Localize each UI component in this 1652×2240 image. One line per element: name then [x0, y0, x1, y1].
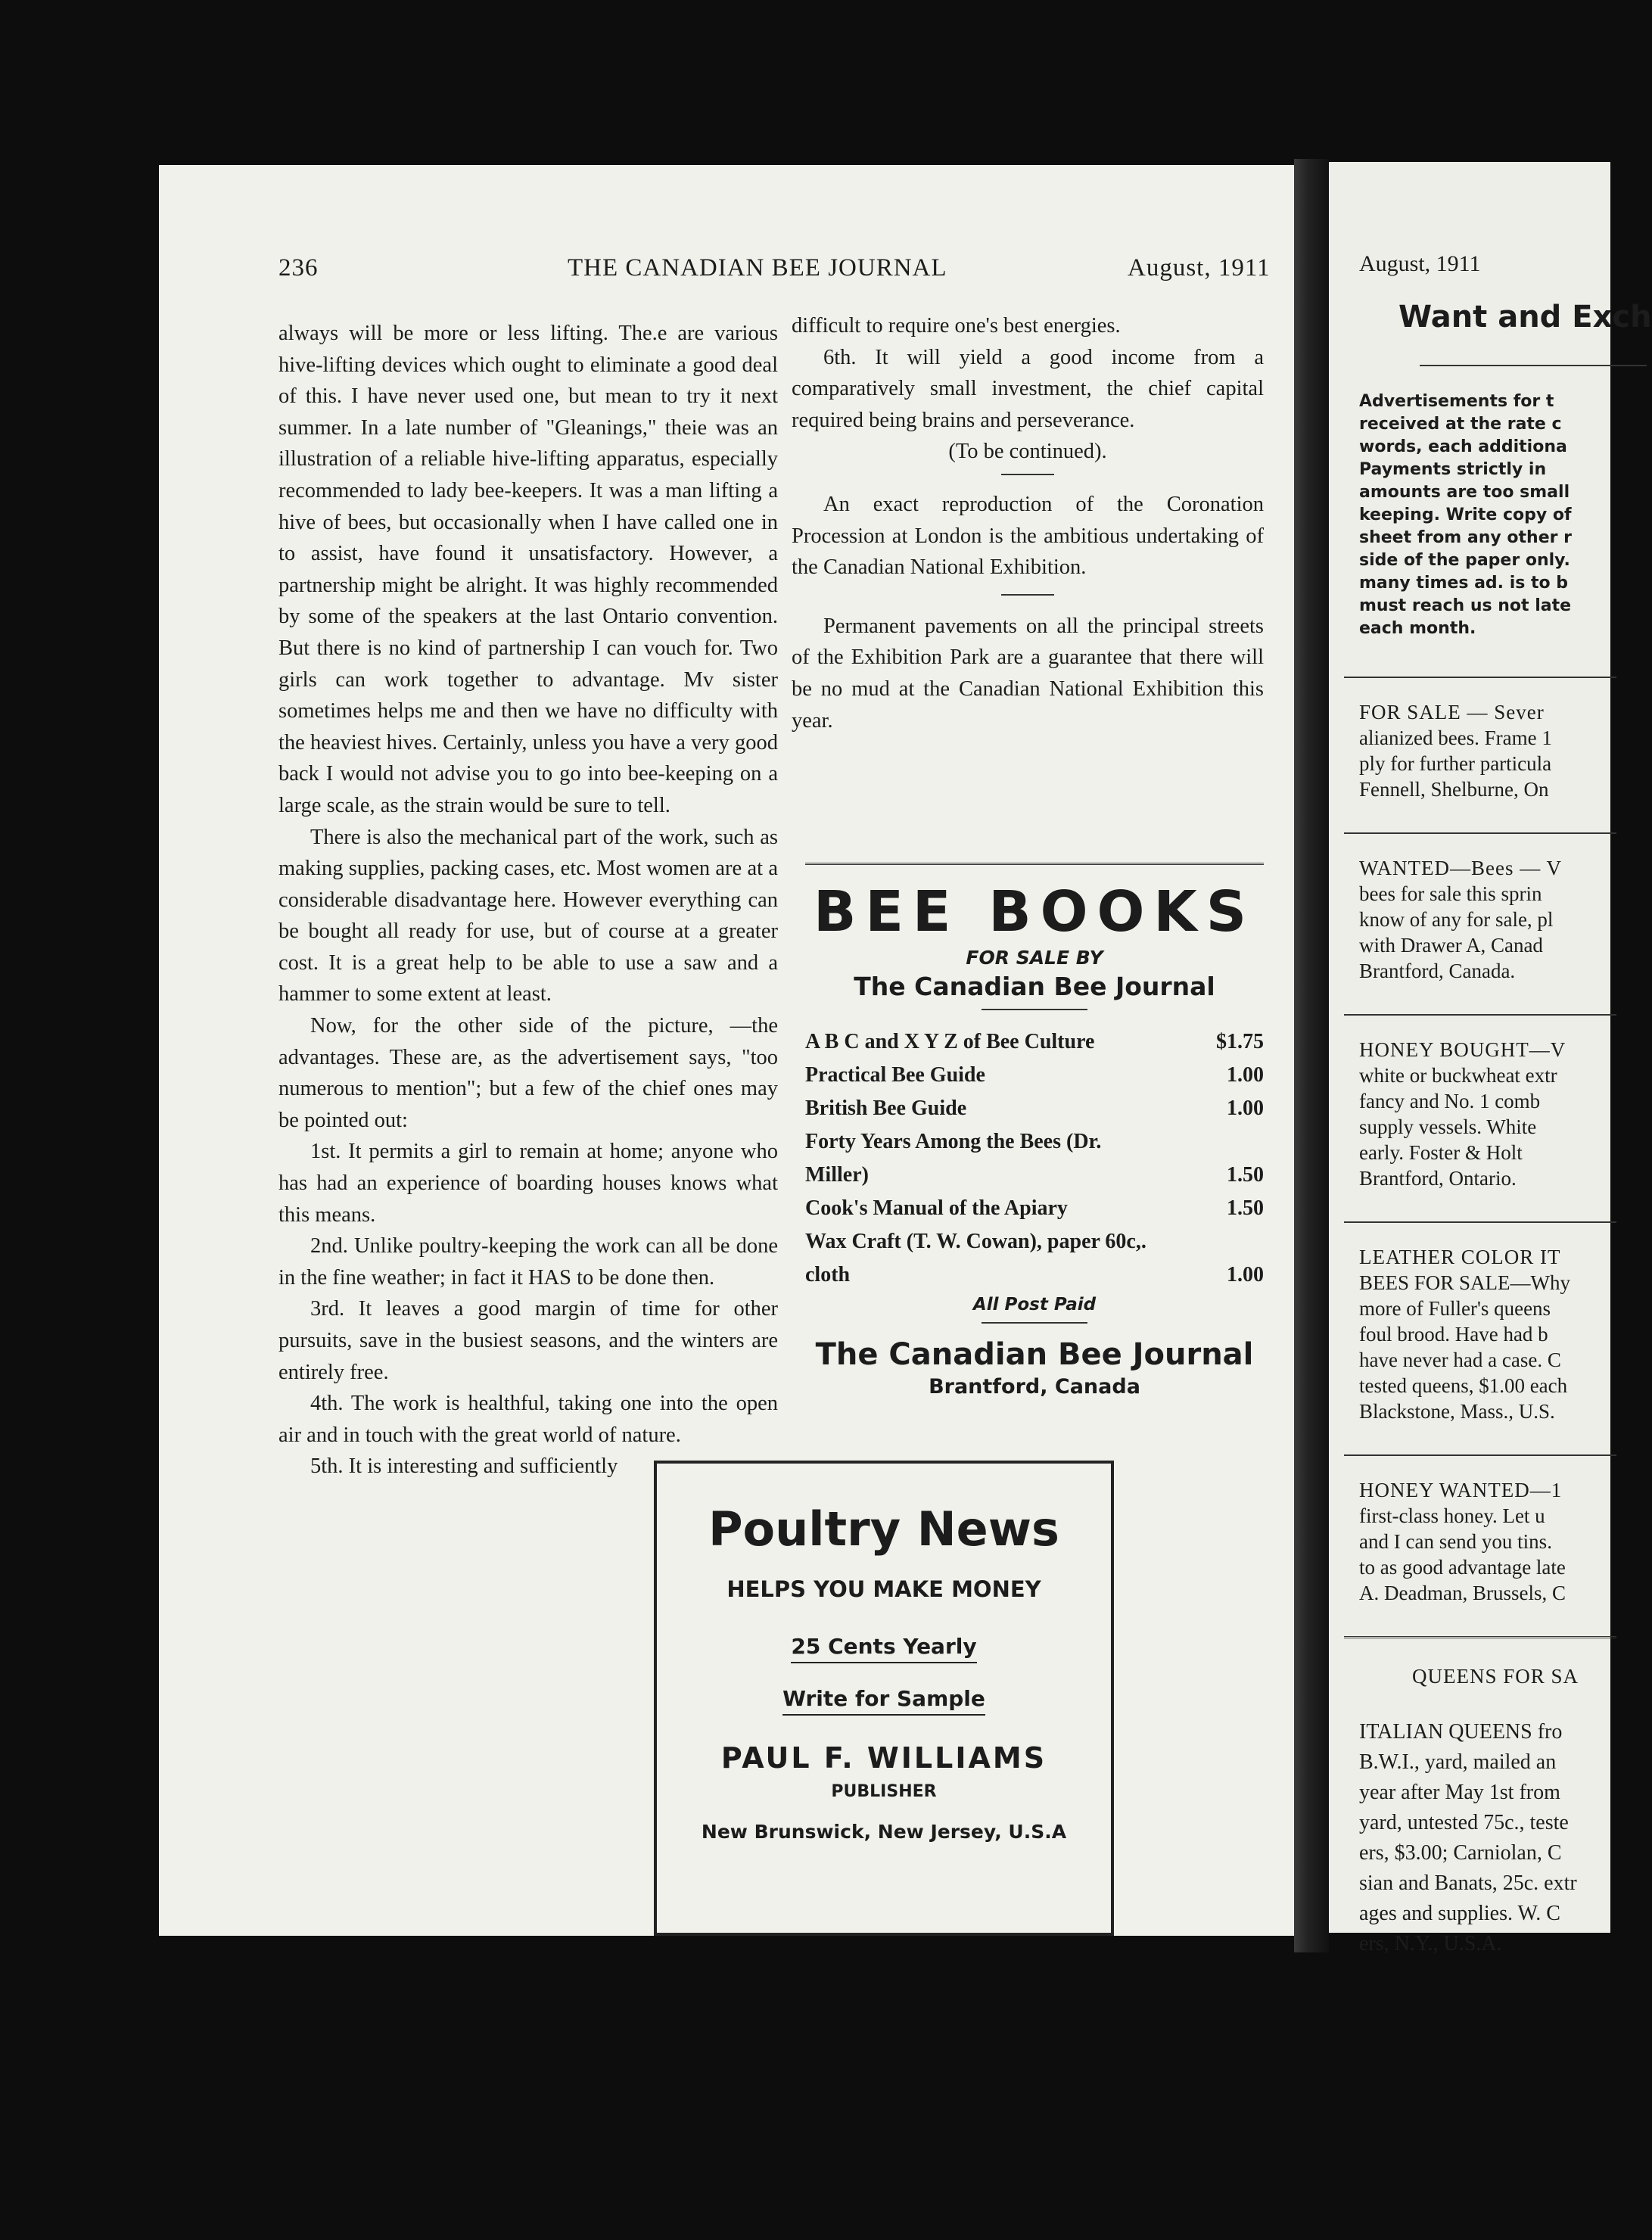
paragraph: Permanent pavements on all the principal streets of the Exhibition Park are a guarantee that there will be no mud at the Canadian National Exhibition this year.: [792, 614, 1264, 733]
queens-ad-line: year after May 1st from: [1359, 1781, 1560, 1804]
next-page-date: August, 1911: [1359, 251, 1481, 276]
next-page-intro-line: keeping. Write copy of: [1359, 506, 1572, 524]
book-title: A B C and X Y Z of Bee Culture: [805, 1030, 1095, 1053]
paragraph: Now, for the other side of the picture, —the advantages. These are, as the advertisement says, "too numerous to mention"; but a few of the chief ones may be pointed out:: [278, 1014, 778, 1132]
book-list: [805, 1025, 1264, 1292]
paragraph: 5th. It is interesting and sufficiently: [310, 1454, 618, 1479]
paragraph: always will be more or less lifting. The.e are various hive-lifting devices which ought to eliminate a good deal of this. I have never used one, but mean to try it next summer. In a late number of "Gleanings," theie was an illustration of a reliable hive-lifting apparatus, especially recommended to lady bee-keepers. It was a man lifting a hive of bees, but occasionally when I have called one in to assist, have found it unsatisfactory. However, a partnership might be alright. It was highly recommended by some of the speakers at the last Ontario convention. But there is no kind of partnership I can vouch for. Two girls can work together to advantage. Mv sister sometimes helps me and then we have no difficulty with the heaviest hives. Certainly, unless you have a very good back I would not advise you to go into bee-keeping on a large scale, as the strain would be sure to tell.: [278, 322, 778, 817]
divider: [982, 1322, 1087, 1324]
divider: [805, 863, 1264, 865]
divider: [1420, 365, 1647, 366]
next-page-intro-line: must reach us not late: [1359, 596, 1572, 615]
book-title: Wax Craft (T. W. Cowan), paper 60c,. cloth: [805, 1230, 1146, 1286]
book-price: 1.00: [1227, 1063, 1264, 1087]
journal-title: THE CANADIAN BEE JOURNAL: [568, 254, 947, 282]
want-ad-line: FOR SALE — Sever: [1359, 701, 1545, 723]
divider: [1344, 1014, 1616, 1016]
book-price: 1.50: [1227, 1196, 1264, 1220]
book-item: [805, 1025, 1264, 1059]
want-ad-line: early. Foster & Holt: [1359, 1141, 1523, 1164]
publisher-address: New Brunswick, New Jersey, U.S.A: [701, 1821, 1067, 1843]
want-ad-line: bees for sale this sprin: [1359, 882, 1542, 905]
book-title: Practical Bee Guide: [805, 1063, 985, 1087]
book-item: [805, 1092, 1264, 1125]
for-sale-by: FOR SALE BY: [966, 947, 1103, 969]
issue-date: August, 1911: [1128, 254, 1271, 282]
next-page-intro-line: words, each additiona: [1359, 437, 1567, 456]
want-ad-line: A. Deadman, Brussels, C: [1359, 1582, 1566, 1604]
next-page-content: [1329, 162, 1652, 1955]
bee-books-ad: [805, 863, 1264, 1398]
next-page-title: Want and Exch: [1398, 300, 1652, 334]
want-ad-line: BEES FOR SALE—Why: [1359, 1271, 1571, 1294]
want-ad-line: LEATHER COLOR IT: [1359, 1246, 1561, 1268]
page-number: 236: [278, 254, 319, 282]
paragraph: difficult to require one's best energies.: [792, 314, 1121, 338]
divider: [1344, 832, 1616, 834]
want-ad-line: WANTED—Bees — V: [1359, 857, 1562, 879]
bee-books-title: BEE BOOKS: [813, 879, 1256, 944]
paragraph: 6th. It will yield a good income from a comparatively small investment, the chief capital required being brains and perseverance.: [792, 345, 1264, 432]
queens-heading: QUEENS FOR SA: [1412, 1665, 1579, 1688]
publisher-role: PUBLISHER: [831, 1782, 937, 1801]
seller-name: The Canadian Bee Journal: [854, 972, 1215, 1001]
publisher-name: PAUL F. WILLIAMS: [720, 1741, 1047, 1775]
queens-ad-line: B.W.I., yard, mailed an: [1359, 1750, 1557, 1774]
book-price: 1.00: [1227, 1097, 1264, 1120]
next-page-intro-line: Advertisements for t: [1359, 392, 1554, 411]
want-ad-line: supply vessels. White: [1359, 1115, 1537, 1138]
paragraph: 4th. The work is healthful, taking one into the open air and in touch with the great world of nature.: [278, 1392, 778, 1447]
divider: [982, 1009, 1087, 1010]
divider: [1344, 1454, 1616, 1456]
book-title: British Bee Guide: [805, 1097, 967, 1120]
right-column: [792, 310, 1264, 736]
book-item: [805, 1125, 1264, 1192]
want-ad-line: HONEY BOUGHT—V: [1359, 1038, 1566, 1061]
want-ad-line: Brantford, Ontario.: [1359, 1167, 1517, 1190]
queens-ad-line: sian and Banats, 25c. extr: [1359, 1871, 1577, 1895]
want-ad-line: have never had a case. C: [1359, 1349, 1561, 1371]
footer-journal: The Canadian Bee Journal: [815, 1337, 1254, 1372]
want-ad-line: and I can send you tins.: [1359, 1530, 1552, 1553]
queens-ad-line: ers, N.Y., U.S.A.: [1359, 1932, 1502, 1955]
want-ad-line: ply for further particula: [1359, 752, 1552, 775]
want-ad-line: know of any for sale, pl: [1359, 908, 1554, 931]
footer-city: Brantford, Canada: [929, 1375, 1140, 1398]
poultry-tagline: HELPS YOU MAKE MONEY: [726, 1576, 1041, 1602]
book-item: [805, 1225, 1264, 1292]
paragraph: 2nd. Unlike poultry-keeping the work can all be done in the fine weather; in fact it HAS to be done then.: [278, 1234, 778, 1290]
want-ad-line: Fennell, Shelburne, On: [1359, 778, 1549, 801]
book-item: [805, 1059, 1264, 1092]
divider: [1344, 1221, 1616, 1223]
next-page-intro-line: received at the rate c: [1359, 415, 1562, 434]
to-be-continued: (To be continued).: [948, 440, 1107, 464]
next-page-intro-line: side of the paper only.: [1359, 551, 1570, 570]
book-price: 1.50: [1227, 1163, 1264, 1187]
next-page-intro-line: each month.: [1359, 619, 1476, 638]
queens-ad-line: ages and supplies. W. C: [1359, 1902, 1560, 1925]
poultry-title: Poultry News: [708, 1501, 1059, 1557]
paragraph: 1st. It permits a girl to remain at home; anyone who has had an experience of boarding houses knows what this means.: [278, 1140, 778, 1227]
book-gutter: [1294, 159, 1329, 1952]
paragraph: There is also the mechanical part of the work, such as making supplies, packing cases, etc. Most women are at a considerable disadvantage here. However everything can be bought all ready for use, but of course at a greater cost. It is a great help to be able to use a saw and a hammer to some extent at least.: [278, 825, 778, 1006]
divider: [1001, 474, 1054, 475]
divider: [1001, 594, 1054, 596]
queens-ad-line: yard, untested 75c., teste: [1359, 1811, 1569, 1834]
want-ad-line: to as good advantage late: [1359, 1556, 1566, 1579]
book-title: Cook's Manual of the Apiary: [805, 1196, 1068, 1220]
want-ad-line: HONEY WANTED—1: [1359, 1479, 1563, 1501]
all-post-paid: All Post Paid: [972, 1295, 1097, 1314]
paragraph: 3rd. It leaves a good margin of time for other pursuits, save in the busiest seasons, and the winters are entirely free.: [278, 1297, 778, 1384]
next-page-intro-line: many times ad. is to b: [1359, 574, 1569, 593]
want-ad-line: more of Fuller's queens: [1359, 1297, 1551, 1320]
poultry-price: 25 Cents Yearly: [657, 1634, 1111, 1659]
book-price: 1.00: [1227, 1263, 1264, 1286]
paragraph: An exact reproduction of the Coronation Procession at London is the ambitious undertaking of the Canadian National Exhibition.: [792, 492, 1264, 580]
next-page-intro-line: sheet from any other r: [1359, 528, 1572, 547]
want-ad-line: first-class honey. Let u: [1359, 1504, 1545, 1527]
poultry-sample: Write for Sample: [657, 1686, 1111, 1711]
want-ad-line: Brantford, Canada.: [1359, 960, 1516, 982]
want-ad-line: Blackstone, Mass., U.S.: [1359, 1400, 1555, 1423]
poultry-news-ad: [654, 1461, 1114, 1936]
want-ad-line: tested queens, $1.00 each: [1359, 1374, 1568, 1397]
want-ad-line: alianized bees. Frame 1: [1359, 726, 1552, 749]
divider: [1344, 1636, 1616, 1638]
book-title: Forty Years Among the Bees (Dr. Miller): [805, 1130, 1102, 1187]
want-ad-line: with Drawer A, Canad: [1359, 934, 1543, 957]
book-item: [805, 1192, 1264, 1225]
book-price: $1.75: [1216, 1030, 1264, 1053]
left-column: [278, 318, 778, 1482]
queens-ad-line: ers, $3.00; Carniolan, C: [1359, 1841, 1562, 1865]
want-ad-line: foul brood. Have had b: [1359, 1323, 1548, 1346]
next-page-intro-line: amounts are too small: [1359, 483, 1570, 502]
divider: [1344, 677, 1616, 678]
next-page-intro-line: Payments strictly in: [1359, 460, 1547, 479]
queens-ad-line: ITALIAN QUEENS fro: [1359, 1720, 1563, 1744]
want-ad-line: fancy and No. 1 comb: [1359, 1090, 1541, 1112]
want-ad-line: white or buckwheat extr: [1359, 1064, 1557, 1087]
